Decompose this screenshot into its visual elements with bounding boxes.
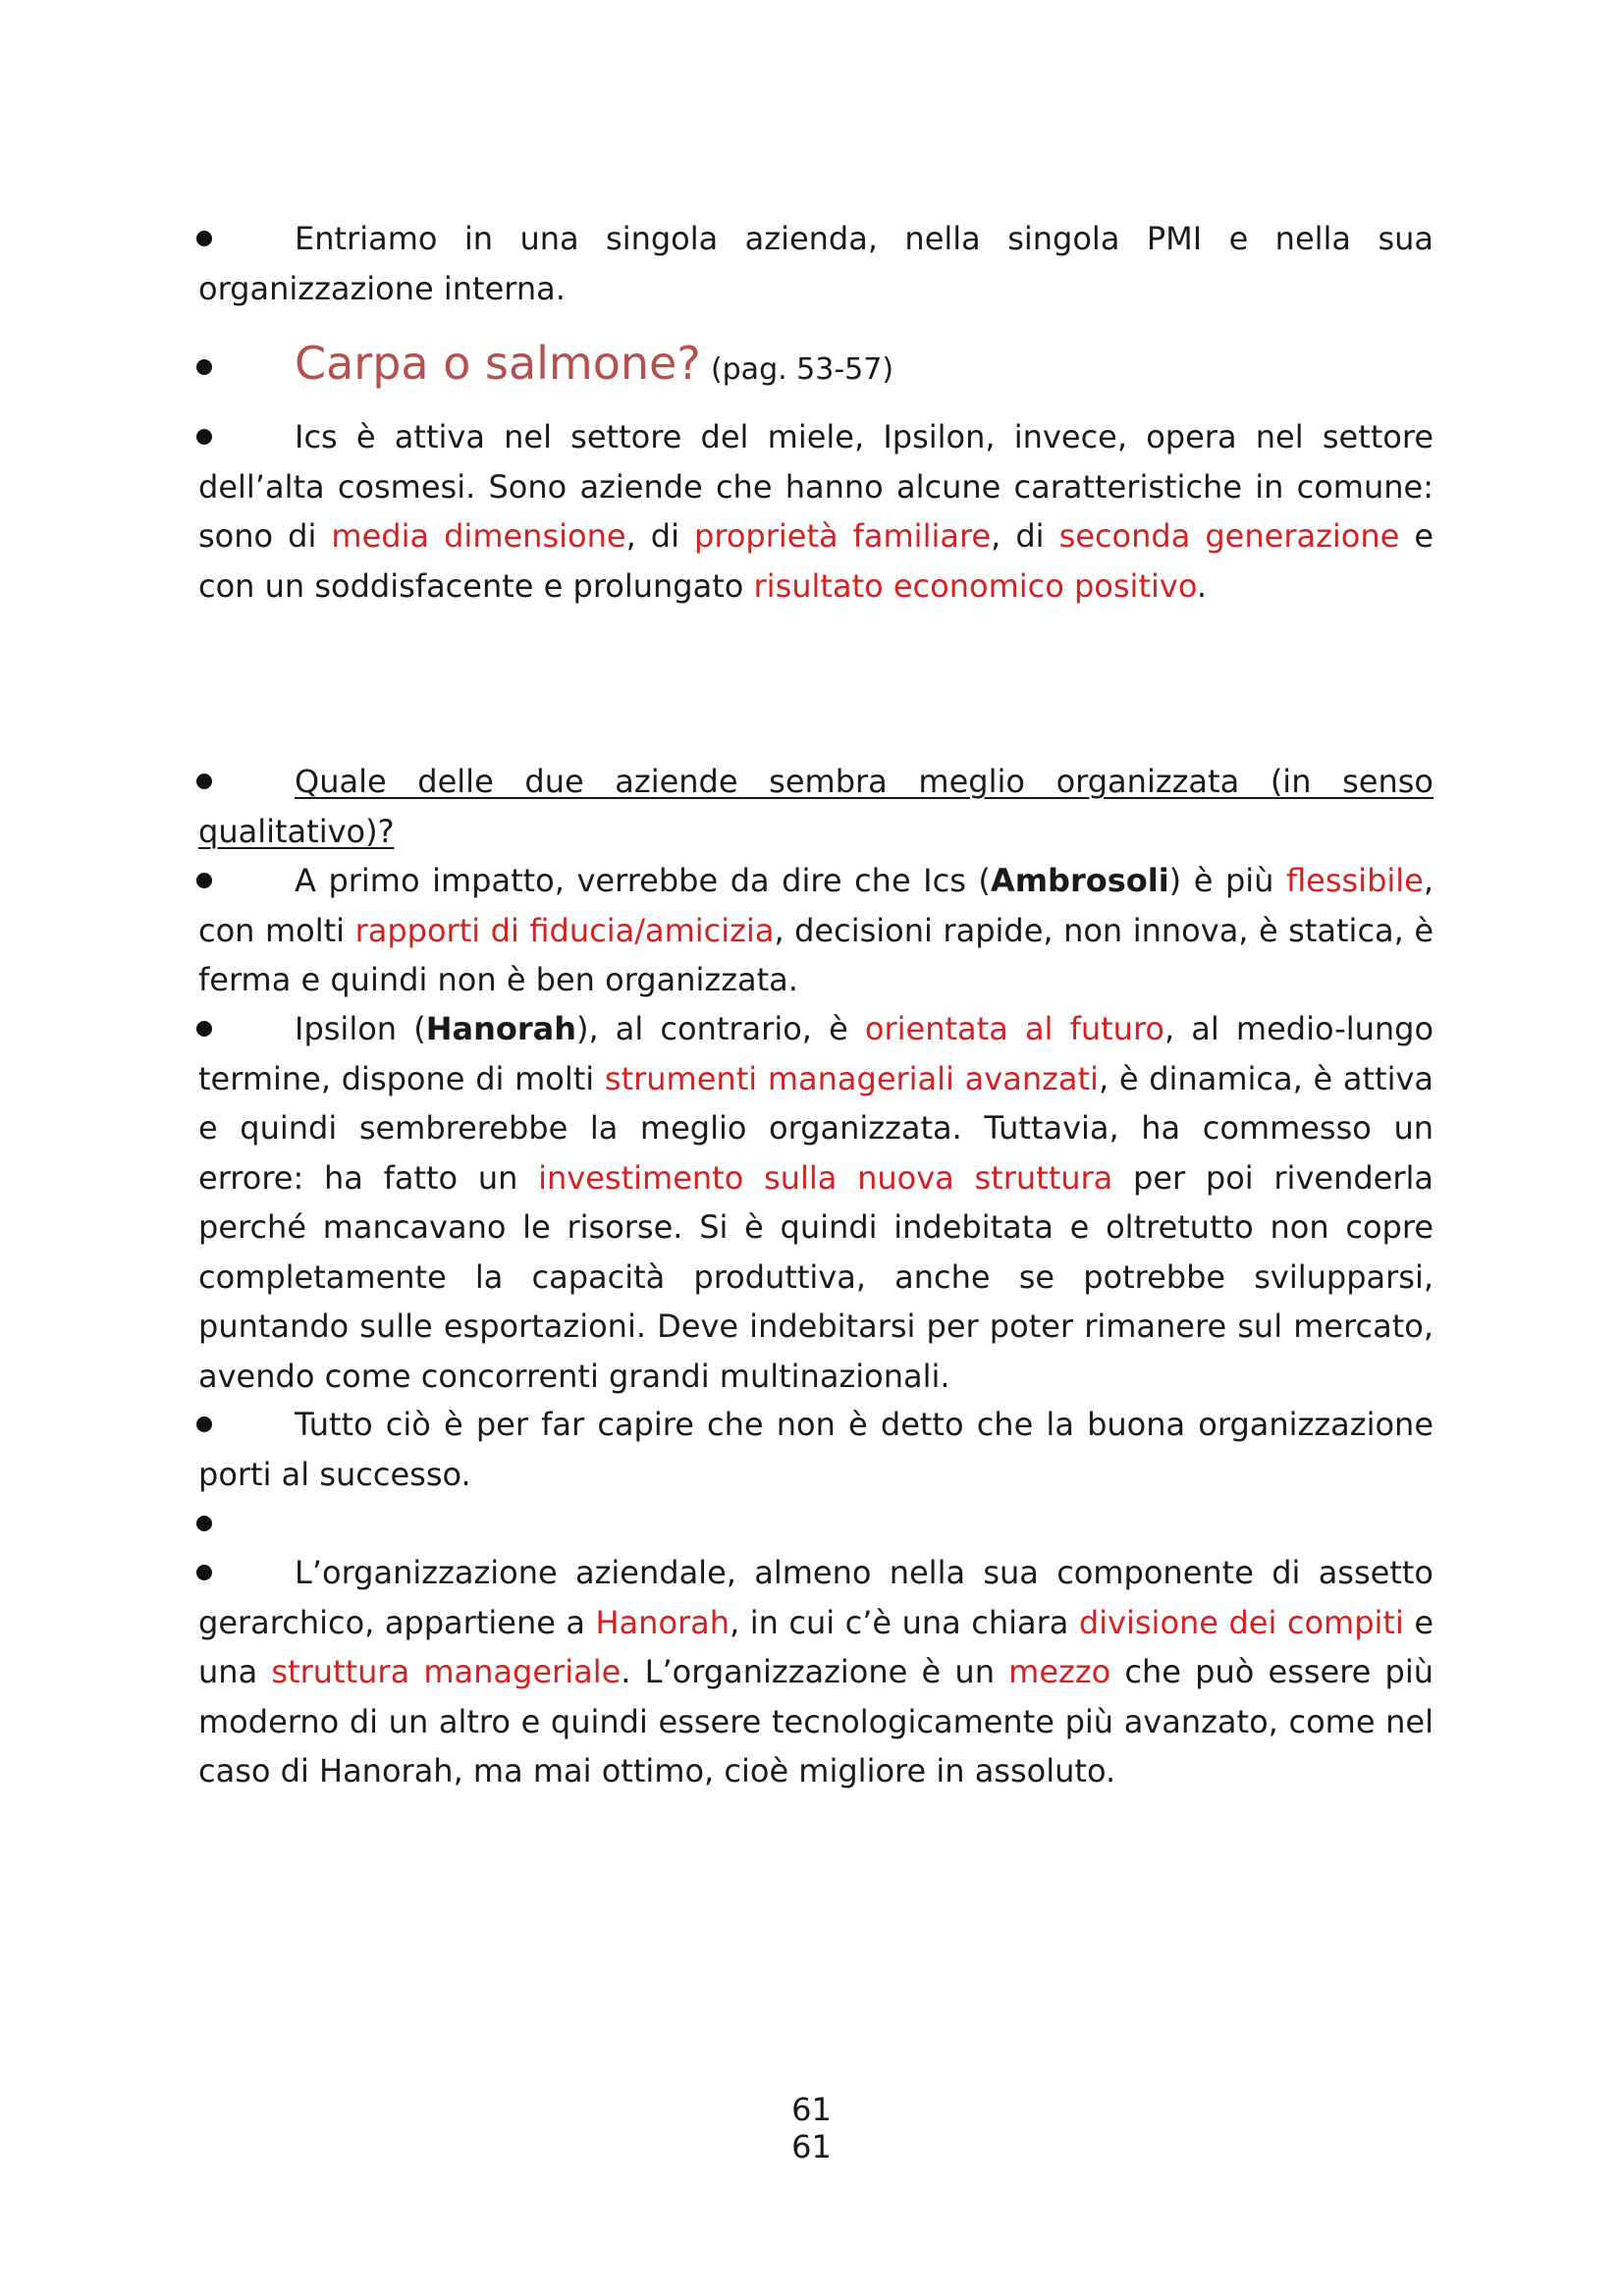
- bold-text: Ambrosoli: [990, 862, 1169, 899]
- question-text: Quale delle due aziende sembra meglio organizzata (in senso qualitativo)?: [198, 763, 1434, 850]
- text-run: A primo impatto, verrebbe da dire che Ics (: [295, 862, 991, 899]
- text-run: Ics è attiva nel settore del miele, Ipsilon, invece, opera nel settore dell’alta cosmesi. Sono aziende che hanno alcune caratteristiche in comune: sono di: [198, 418, 1434, 555]
- paragraph-intro: [198, 214, 1434, 313]
- paragraph-question: [198, 757, 1434, 856]
- highlight-text: proprietà familiare: [694, 517, 992, 555]
- paragraph-ipsilon: [198, 1004, 1434, 1401]
- text-run: , di: [991, 517, 1059, 555]
- text-run: , in cui c’è una chiara: [730, 1603, 1079, 1641]
- section-heading: [198, 332, 1434, 401]
- text-run: . L’organizzazione è un: [621, 1653, 1009, 1690]
- paragraph-organization: [198, 1548, 1434, 1796]
- text-run: , con molti: [198, 862, 1434, 949]
- highlight-text: struttura manageriale: [271, 1653, 622, 1690]
- highlight-text: flessibile: [1285, 862, 1424, 899]
- text-run: ) è più: [1168, 862, 1286, 899]
- highlight-text: mezzo: [1008, 1653, 1111, 1690]
- highlight-text: strumenti manageriali avanzati: [604, 1059, 1099, 1097]
- highlight-text: divisione dei compiti: [1078, 1603, 1404, 1641]
- page-reference: (pag. 53-57): [710, 352, 894, 387]
- text-run: per poi rivenderla perché mancavano le risorse. Si è quindi indebitata e oltretutto non copre completamente la capacità produttiva, anche se potrebbe svilupparsi, puntando sulle esportazioni. Deve indebitarsi per poter rimanere sul mercato, avendo come concorrenti grandi multinazionali.: [198, 1158, 1434, 1395]
- text-run: che può essere più moderno di un altro e quindi essere tecnologicamente più avanzato, come nel caso di Hanorah, ma mai ottimo, cioè migliore in assoluto.: [198, 1653, 1434, 1789]
- text-run: .: [1196, 566, 1207, 605]
- page-number: 61: [791, 2128, 832, 2165]
- highlight-text: investimento sulla nuova struttura: [538, 1158, 1113, 1197]
- text-run: , al medio-lungo termine, dispone di molti: [198, 1010, 1434, 1097]
- bold-text: Hanorah: [425, 1010, 576, 1047]
- highlight-text: risultato economico positivo: [753, 566, 1197, 605]
- text-run: e una: [198, 1603, 1434, 1690]
- highlight-text: Hanorah: [595, 1603, 730, 1641]
- text-run: L’organizzazione aziendale, almeno nella sua componente di assetto gerarchico, appartiene a: [198, 1554, 1434, 1641]
- paragraph-ics: [198, 856, 1434, 1005]
- highlight-text: media dimensione: [331, 517, 626, 555]
- text-run: , è dinamica, è attiva e quindi sembrerebbe la meglio organizzata. Tuttavia, ha commesso un errore: ha fatto un: [198, 1059, 1434, 1197]
- highlight-text: rapporti di fiducia/amicizia: [354, 911, 775, 949]
- paragraph-companies: [198, 412, 1434, 611]
- section-title: Carpa o salmone?: [295, 337, 701, 390]
- highlight-text: orientata al futuro: [864, 1010, 1164, 1047]
- text-run: ), al contrario, è: [575, 1010, 865, 1047]
- text-run: , decisioni rapide, non innova, è statica, è ferma e quindi non è ben organizzata.: [198, 911, 1434, 998]
- conclusion-text: Tutto ciò è per far capire che non è detto che la buona organizzazione porti al successo.: [198, 1406, 1434, 1493]
- paragraph-conclusion: [198, 1400, 1434, 1499]
- highlight-text: seconda generazione: [1058, 517, 1400, 555]
- page-number: 61: [791, 2091, 832, 2128]
- text-run: , di: [625, 517, 695, 555]
- bullet-marker-empty: [196, 1516, 212, 1531]
- intro-text: Entriamo in una singola azienda, nella singola PMI e nella sua organizzazione interna.: [198, 220, 1434, 307]
- text-run: Ipsilon (: [295, 1010, 426, 1047]
- text-run: e con un soddisfacente e prolungato: [198, 517, 1434, 605]
